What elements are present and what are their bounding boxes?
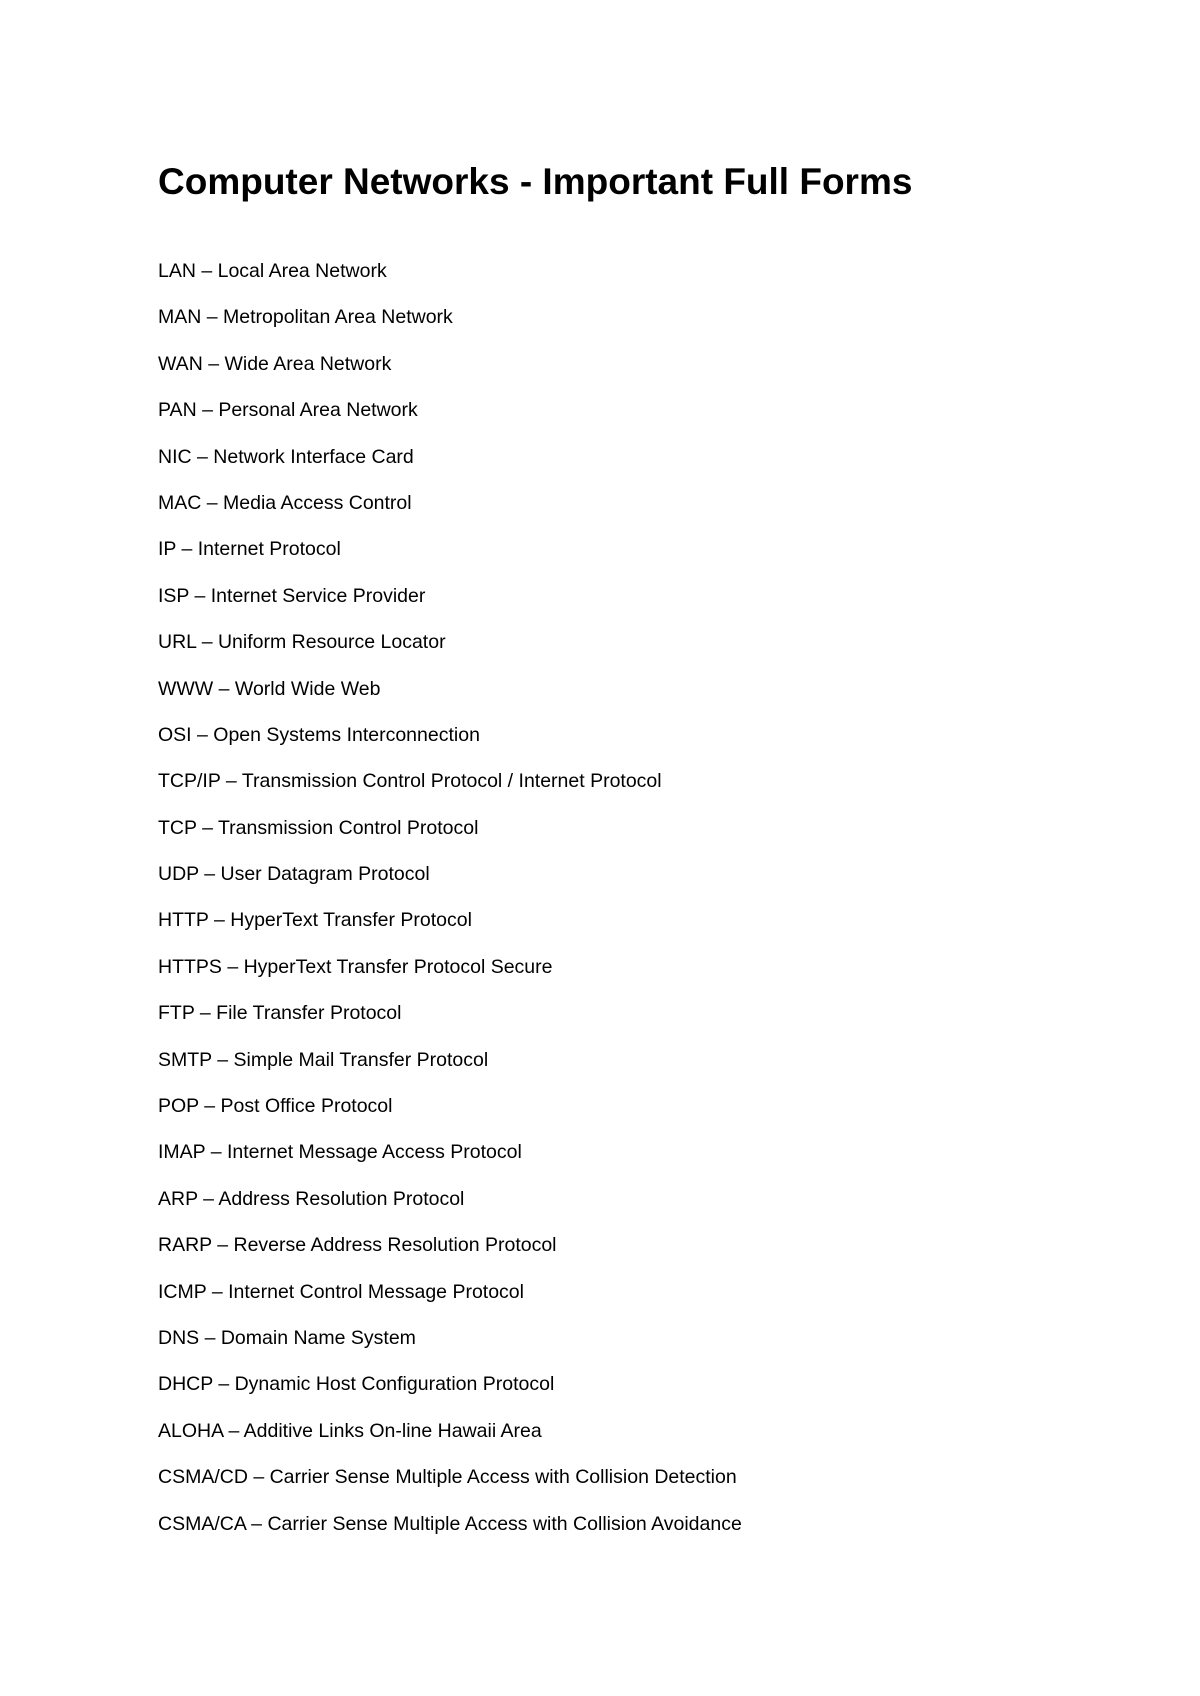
list-item: PAN – Personal Area Network xyxy=(158,399,418,422)
list-item: HTTPS – HyperText Transfer Protocol Secure xyxy=(158,955,553,978)
list-item: MAN – Metropolitan Area Network xyxy=(158,306,453,329)
list-item: CSMA/CA – Carrier Sense Multiple Access with Collision Avoidance xyxy=(158,1512,742,1535)
list-item: MAC – Media Access Control xyxy=(158,491,412,514)
list-item: POP – Post Office Protocol xyxy=(158,1095,393,1118)
list-item: UDP – User Datagram Protocol xyxy=(158,863,430,886)
list-item: IMAP – Internet Message Access Protocol xyxy=(158,1141,522,1164)
list-item: ALOHA – Additive Links On-line Hawaii Area xyxy=(158,1419,542,1442)
list-item: SMTP – Simple Mail Transfer Protocol xyxy=(158,1048,489,1071)
list-item: DHCP – Dynamic Host Configuration Protocol xyxy=(158,1373,555,1396)
list-item: ICMP – Internet Control Message Protocol xyxy=(158,1280,524,1303)
list-item: OSI – Open Systems Interconnection xyxy=(158,723,480,746)
list-item: DNS – Domain Name System xyxy=(158,1326,416,1349)
list-item: ISP – Internet Service Provider xyxy=(158,584,426,607)
list-item: TCP – Transmission Control Protocol xyxy=(158,816,479,839)
page-title: Computer Networks - Important Full Forms xyxy=(158,161,913,202)
full-forms-list xyxy=(158,256,742,1555)
list-item: LAN – Local Area Network xyxy=(158,260,387,282)
list-item: CSMA/CD – Carrier Sense Multiple Access with Collision Detection xyxy=(158,1466,737,1489)
list-item: WWW – World Wide Web xyxy=(158,677,381,700)
list-item: WAN – Wide Area Network xyxy=(158,352,392,375)
list-item: RARP – Reverse Address Resolution Protocol xyxy=(158,1234,557,1257)
list-item: TCP/IP – Transmission Control Protocol / Internet Protocol xyxy=(158,770,662,793)
list-item: FTP – File Transfer Protocol xyxy=(158,1002,402,1025)
list-item: NIC – Network Interface Card xyxy=(158,445,414,468)
list-item: HTTP – HyperText Transfer Protocol xyxy=(158,909,472,932)
list-item: URL – Uniform Resource Locator xyxy=(158,631,446,654)
list-item: IP – Internet Protocol xyxy=(158,538,341,561)
list-item: ARP – Address Resolution Protocol xyxy=(158,1187,465,1210)
